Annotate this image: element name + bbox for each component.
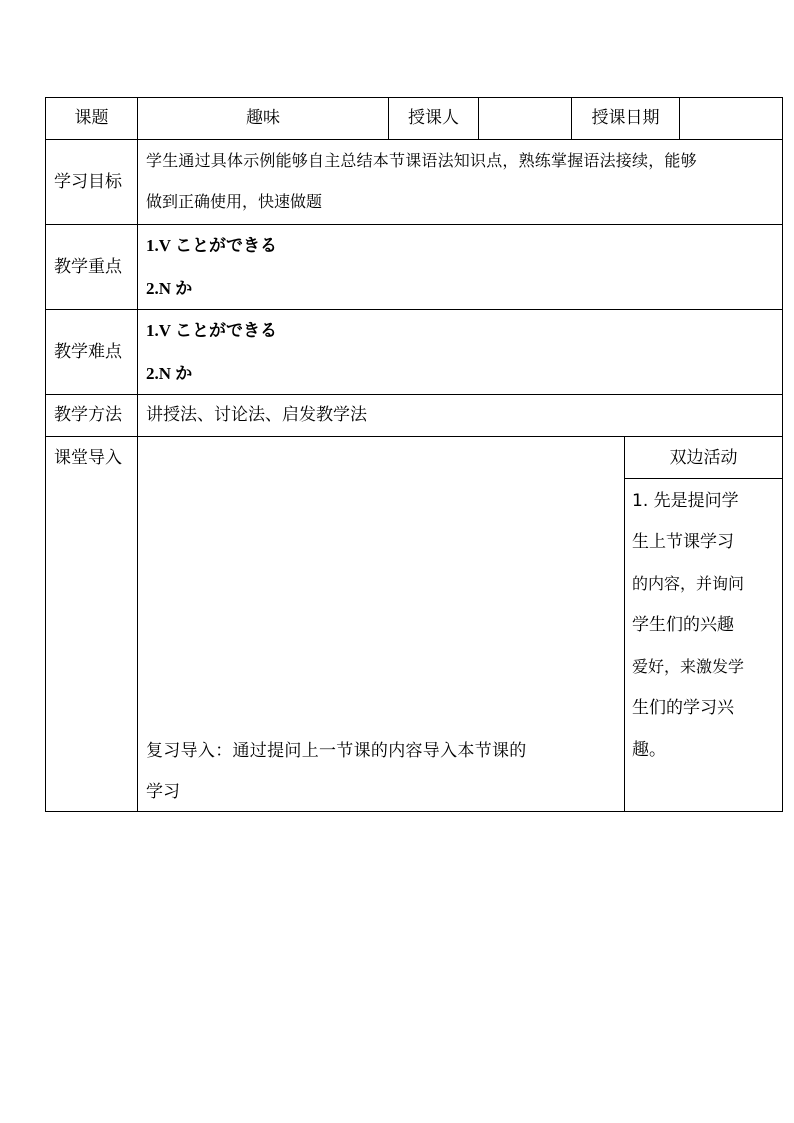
activity-line: 生上节课学习: [632, 532, 734, 552]
methods-value: 讲授法、讨论法、启发教学法: [146, 405, 367, 425]
activity-line: 的内容，并询问: [632, 574, 745, 593]
topic-label: 课题: [74, 108, 109, 128]
intro-label: 课堂导入: [54, 448, 122, 468]
methods-label: 教学方法: [54, 405, 122, 425]
goals-label: 学习目标: [54, 172, 122, 192]
intro-content-line-1: 复习导入：通过提问上一节课的内容导入本节课的: [146, 741, 527, 761]
intro-content-line-2: 学习: [146, 782, 180, 802]
activity-line: 1. 先是提问学: [632, 491, 739, 511]
teacher-label: 授课人: [408, 108, 459, 128]
activity-header: 双边活动: [669, 448, 738, 468]
difficulties-label: 教学难点: [54, 342, 122, 362]
goals-line-2: 做到正确使用，快速做题: [146, 192, 323, 211]
goals-line-1: 学生通过具体示例能够自主总结本节课语法知识点，熟练掌握语法接续，能够: [146, 151, 697, 170]
activity-line: 趣。: [632, 740, 666, 760]
key-point-2: 2.N か: [146, 279, 193, 298]
key-point-1: 1.V ことができる: [146, 236, 277, 255]
difficulty-2: 2.N か: [146, 364, 193, 383]
difficulty-1: 1.V ことができる: [146, 321, 277, 340]
activity-line: 生们的学习兴: [632, 698, 734, 718]
activity-line: 爱好，来激发学: [632, 657, 745, 676]
activity-line: 学生们的兴趣: [632, 615, 734, 635]
date-label: 授课日期: [591, 108, 660, 128]
key-points-label: 教学重点: [54, 257, 122, 277]
topic-value: 趣味: [246, 108, 280, 128]
